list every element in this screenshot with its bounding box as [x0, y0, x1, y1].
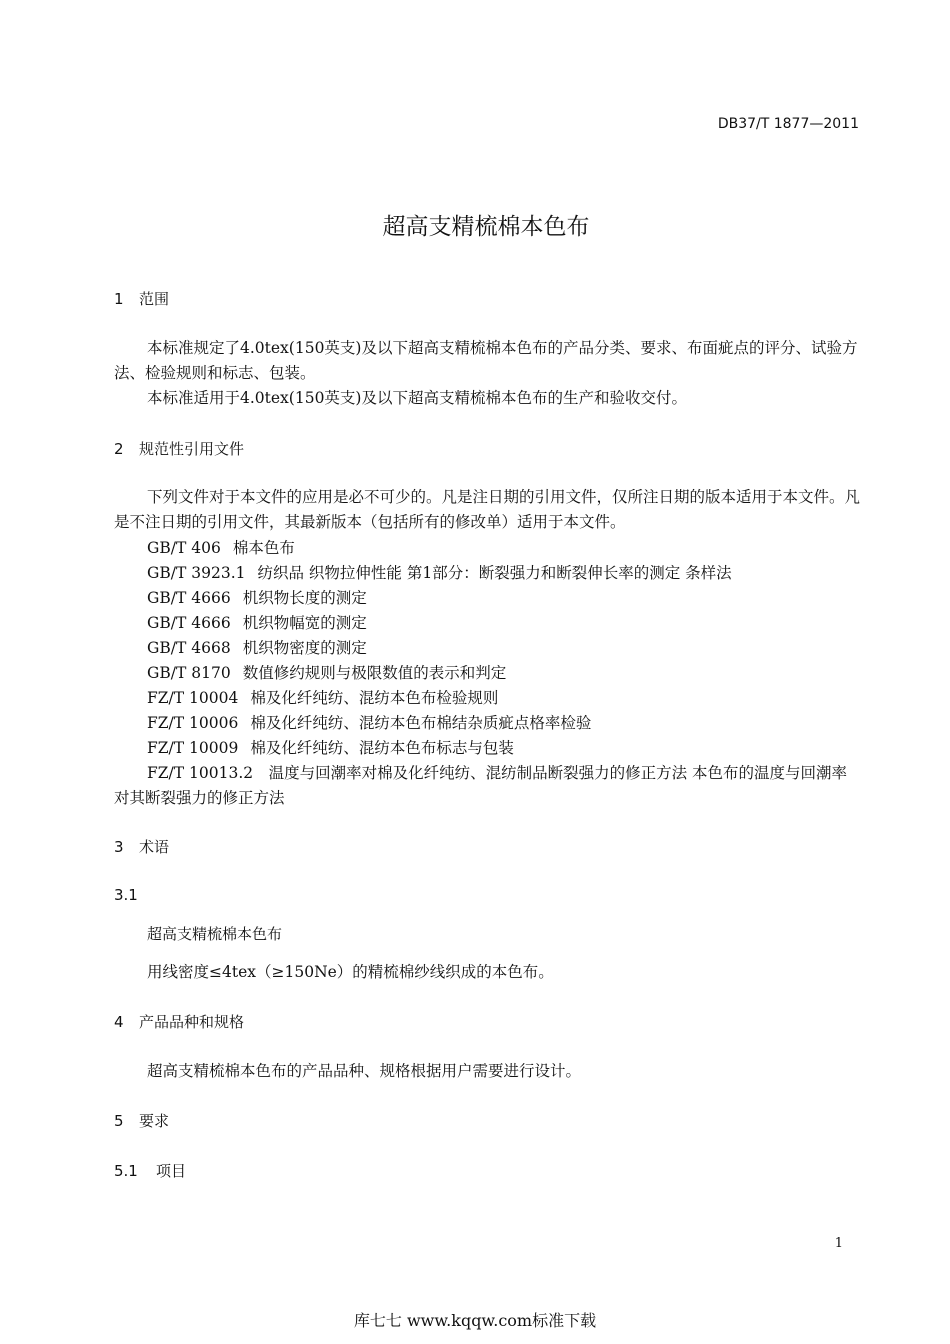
subsection-title: 项目	[156, 1162, 187, 1180]
term-definition: 用线密度≤4tex（≥150Ne）的精梳棉纱线织成的本色布。	[147, 963, 554, 981]
subsection-number: 5.1	[114, 1162, 138, 1180]
section-title: 术语	[139, 838, 170, 856]
section-4-heading	[114, 1011, 244, 1032]
reference-code: GB/T 8170	[147, 664, 231, 682]
subsection-5-1-heading	[114, 1160, 186, 1181]
section-2-heading	[114, 438, 244, 459]
section-number: 3	[114, 838, 124, 856]
reference-code: GB/T 3923.1	[147, 564, 246, 582]
section-title: 规范性引用文件	[139, 440, 245, 458]
section-1-heading	[114, 288, 169, 309]
section-title: 范围	[139, 290, 170, 308]
reference-item	[147, 736, 514, 758]
section-title: 要求	[139, 1112, 170, 1130]
reference-code: GB/T 4668	[147, 639, 231, 657]
section-number: 2	[114, 440, 124, 458]
reference-title: 机织物幅宽的测定	[242, 614, 367, 632]
reference-title: 棉本色布	[232, 539, 295, 557]
reference-title: 纺织品 织物拉伸性能 第1部分：断裂强力和断裂伸长率的测定 条样法	[257, 564, 732, 582]
reference-code: GB/T 4666	[147, 614, 231, 632]
standard-code: DB37/T 1877—2011	[717, 116, 859, 132]
references-intro: 下列文件对于本文件的应用是必不可少的。凡是注日期的引用文件，仅所注日期的版本适用于本文件。凡是不注日期的引用文件，其最新版本（包括所有的修改单）适用于本文件。	[114, 488, 861, 531]
reference-title: 机织物密度的测定	[242, 639, 367, 657]
reference-item	[147, 611, 367, 633]
reference-code: FZ/T 10009	[147, 739, 239, 757]
section-3-heading	[114, 836, 169, 857]
section-number: 1	[114, 290, 124, 308]
reference-title: 棉及化纤纯纺、混纺本色布棉结杂质疵点格率检验	[250, 714, 592, 732]
section-number: 5	[114, 1112, 124, 1130]
reference-title: 机织物长度的测定	[242, 589, 367, 607]
varieties-paragraph: 超高支精梳棉本色布的产品品种、规格根据用户需要进行设计。	[147, 1062, 582, 1080]
reference-item	[147, 686, 498, 708]
section-number: 4	[114, 1013, 124, 1031]
reference-item	[147, 586, 367, 608]
reference-code: FZ/T 10006	[147, 714, 239, 732]
subsection-number: 3.1	[114, 886, 138, 904]
reference-title: 数值修约规则与极限数值的表示和判定	[242, 664, 507, 682]
reference-title: 棉及化纤纯纺、混纺本色布标志与包装	[250, 739, 514, 757]
reference-item	[147, 636, 367, 658]
footer-watermark: 库七七 www.kqqw.com标准下载	[353, 1311, 597, 1330]
scope-paragraph-1: 本标准规定了4.0tex(150英支)及以下超高支精梳棉本色布的产品分类、要求、布面疵点的评分、试验方法、检验规则和标志、包装。	[114, 339, 858, 382]
reference-item	[147, 661, 506, 683]
section-title: 产品品种和规格	[139, 1013, 245, 1031]
reference-item-last: FZ/T 10013.2 温度与回潮率对棉及化纤纯纺、混纺制品断裂强力的修正方法 本色布的温度与回潮率对其断裂强力的修正方法	[114, 764, 848, 807]
reference-item	[147, 536, 295, 558]
scope-paragraph-2: 本标准适用于4.0tex(150英支)及以下超高支精梳棉本色布的生产和验收交付。	[147, 389, 687, 407]
reference-item	[147, 561, 732, 583]
page-number: 1	[834, 1236, 843, 1251]
reference-item	[147, 711, 591, 733]
term-name: 超高支精梳棉本色布	[147, 925, 283, 943]
reference-title: 棉及化纤纯纺、混纺本色布检验规则	[250, 689, 499, 707]
reference-code: FZ/T 10004	[147, 689, 239, 707]
reference-code: GB/T 4666	[147, 589, 231, 607]
section-5-heading	[114, 1110, 169, 1131]
reference-code: GB/T 406	[147, 539, 221, 557]
document-title: 超高支精梳棉本色布	[382, 214, 590, 240]
